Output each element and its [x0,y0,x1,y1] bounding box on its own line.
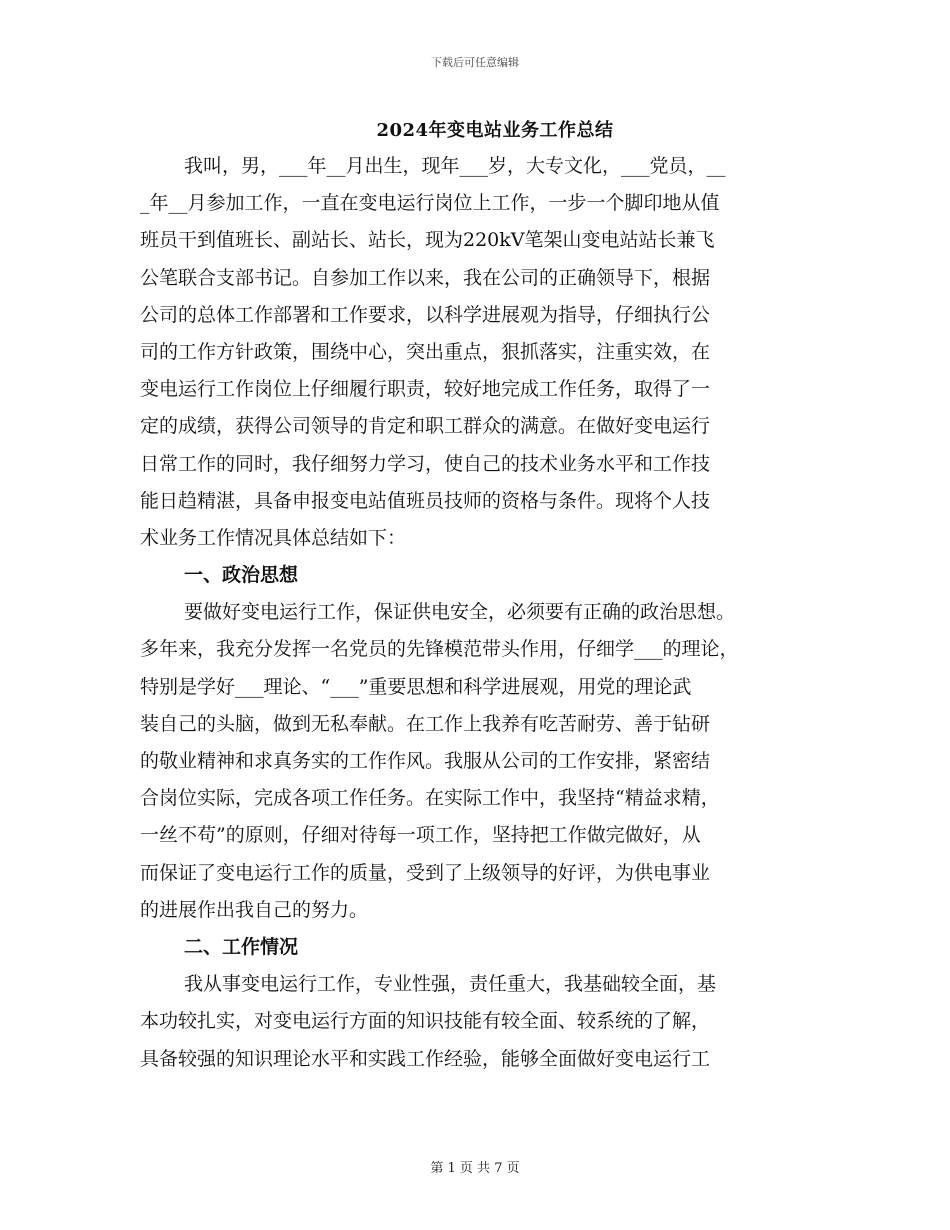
paragraph-line: 多年来，我充分发挥一名党员的先锋模范带头作用，仔细学___的理论， [140,638,739,661]
paragraph-line: 特别是学好___理论、“___”重要思想和科学进展观，用党的理论武 [140,675,692,698]
document-title: 2024年变电站业务工作总结 [376,120,614,141]
paragraph-line: 司的工作方针政策，围绕中心，突出重点，狠抓落实，注重实效，在 [140,340,711,363]
page-number: 第 1 页 共 7 页 [430,1161,520,1176]
page-header-note: 下载后可任意编辑 [431,56,519,69]
paragraph-line: 一丝不苟”的原则，仔细对待每一项工作，坚持把工作做完做好，从 [140,824,701,847]
paragraph-line: 具备较强的知识理论水平和实践工作经验，能够全面做好变电运行工 [140,1047,711,1070]
paragraph-line: _年__月参加工作，一直在变电运行岗位上工作，一步一个脚印地从值 [140,192,720,215]
paragraph-line: 本功较扎实，对变电运行方面的知识技能有较全面、较系统的了解， [140,1010,711,1033]
paragraph-line: 要做好变电运行工作，保证供电安全，必须要有正确的政治思想。 [184,601,736,624]
paragraph-line: 变电运行工作岗位上仔细履行职责，较好地完成工作任务，取得了一 [140,378,711,401]
paragraph-line: 我从事变电运行工作，专业性强，责任重大，我基础较全面，基 [184,973,717,996]
paragraph-line: 能日趋精湛，具备申报变电站值班员技师的资格与条件。现将个人技 [140,489,711,512]
paragraph-line: 班员干到值班长、副站长、站长，现为220kV笔架山变电站站长兼飞 [140,229,715,252]
paragraph-line: 公司的总体工作部署和工作要求，以科学进展观为指导，仔细执行公 [140,303,711,326]
paragraph-line: 合岗位实际，完成各项工作任务。在实际工作中，我坚持“精益求精， [140,787,720,810]
paragraph-line: 术业务工作情况具体总结如下： [140,526,407,549]
section-heading-politics: 一、政治思想 [184,564,299,587]
paragraph-line: 装自己的头脑，做到无私奉献。在工作上我养有吃苦耐劳、善于钻研 [140,712,711,735]
paragraph-line: 的敬业精神和求真务实的工作作风。我服从公司的工作安排，紧密结 [140,750,711,772]
paragraph-line: 我叫，男，___年__月出生，现年___岁，大专文化，___党员，__ [184,155,726,177]
section-heading-work: 二、工作情况 [184,935,299,958]
paragraph-line: 而保证了变电运行工作的质量，受到了上级领导的好评，为供电事业 [140,861,711,884]
paragraph-line: 日常工作的同时，我仔细努力学习，使自己的技术业务水平和工作技 [140,452,711,475]
paragraph-line: 定的成绩，获得公司领导的肯定和职工群众的满意。在做好变电运行 [140,415,711,438]
document-body [140,148,820,1078]
paragraph-line: 的进展作出我自己的努力。 [140,898,369,921]
paragraph-line: 公笔联合支部书记。自参加工作以来，我在公司的正确领导下，根据 [140,266,711,289]
